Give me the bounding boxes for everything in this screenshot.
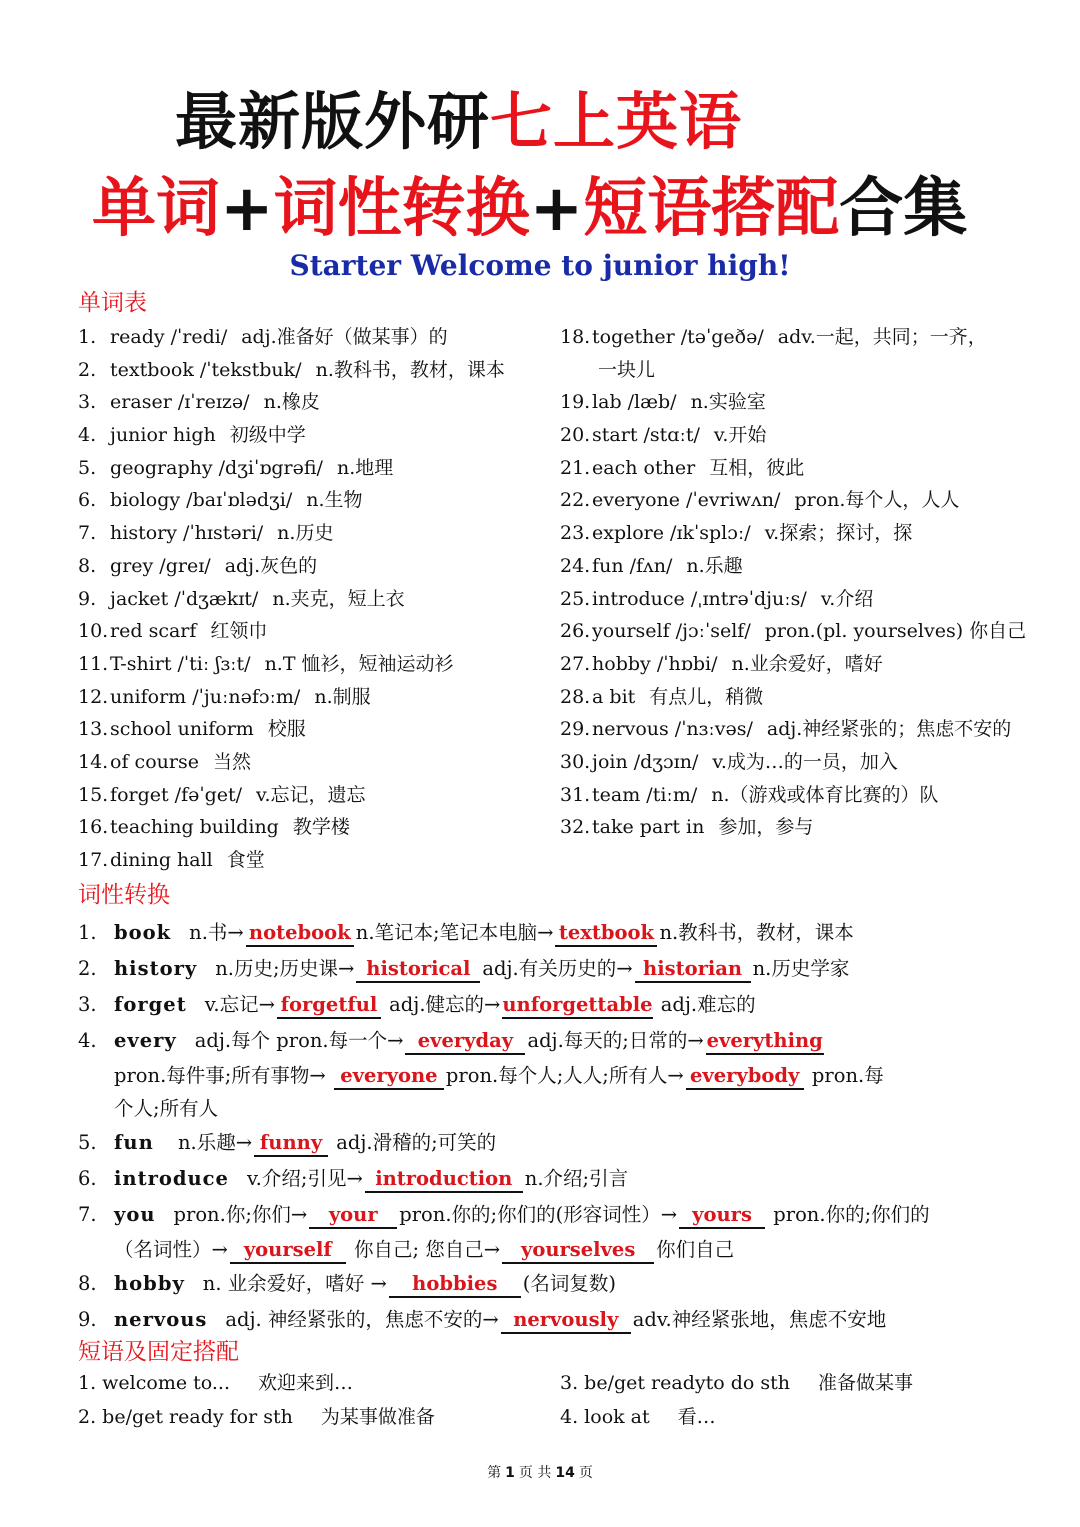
conversion-text: pron.你的;你们的(形容词性）→ [399,1203,678,1226]
vocab-meaning: n.乐趣 [686,554,743,577]
vocab-item [78,354,505,387]
conversion-number: 2. [78,957,97,980]
vocab-item [78,844,505,877]
conversion-text: adj.有关历史的→ [482,957,633,980]
vocab-word: join /dʒɔɪn/ [592,750,699,773]
vocab-number: 23. [560,522,591,545]
vocab-number: 17. [78,849,109,871]
vocab-number: 7. [78,522,97,545]
vocab-word: together /təˈgeðə/ [592,326,764,348]
conversion-item-continued [78,1059,1018,1092]
vocab-meaning: n.地理 [336,456,394,479]
answer-blank: everyday [405,1029,525,1055]
footer-mid: 页 共 [518,1465,552,1481]
vocab-number: 9. [78,587,97,610]
vocab-word: explore /ɪkˈsplɔː/ [592,522,751,545]
vocab-item [560,779,1026,812]
phrase-text: look at [584,1406,650,1428]
vocab-word: teaching building [110,816,279,839]
conversion-text: adj.难忘的 [654,993,756,1016]
vocab-item [560,681,1026,714]
vocab-item [560,713,1026,746]
vocab-meaning: n.生物 [306,489,363,512]
conversion-item [78,1266,1018,1302]
answer-blank: notebook [246,921,354,947]
conversion-number: 1. [78,921,97,944]
vocab-number: 20. [560,424,591,447]
vocab-word: school uniform [110,718,254,741]
vocab-meaning: 校服 [267,718,306,741]
conversion-text: v.忘记→ [204,993,275,1016]
vocab-number: 31. [560,783,591,806]
phrase-number: 4. [560,1406,585,1428]
conversion-keyword: fun [114,1131,154,1154]
vocab-word: each other [592,456,696,479]
conversion-number: 6. [78,1167,97,1190]
vocab-word: lab /læb/ [592,391,677,414]
phrases-list-left [78,1366,435,1434]
vocab-item [78,386,505,419]
vocab-number: 16. [78,816,109,839]
conversion-number: 7. [78,1203,97,1226]
vocab-meaning: v.探索；探讨，探 [764,522,913,545]
vocab-word: junior high [110,424,216,447]
vocab-number: 8. [78,554,97,577]
vocab-number: 10. [78,620,109,643]
vocab-heading: 单词表 [78,290,147,316]
conversion-item [78,1161,1018,1197]
vocab-item [78,452,505,485]
vocab-word: textbook /ˈtekstbuk/ [110,358,302,381]
vocab-item [560,386,1026,419]
vocab-meaning: 食堂 [226,849,265,871]
answer-blank: hobbies [389,1272,521,1298]
conversion-text: adj.健忘的→ [382,993,501,1016]
vocab-item [78,583,505,616]
conversion-item [78,1197,1018,1233]
answer-blank: historical [356,957,480,983]
vocab-meaning: adj.神经紧张的；焦虑不安的 [766,718,1012,741]
conversion-text: n.书→ [189,921,244,944]
conversion-keyword: nervous [114,1308,208,1331]
conversion-item [78,987,1018,1023]
title-line-2 [92,168,967,250]
answer-blank: unforgettable [502,993,652,1019]
vocab-number: 11. [78,652,109,675]
answer-blank: yourselves [502,1238,654,1264]
conversion-number: 5. [78,1131,97,1154]
vocab-item [560,746,1026,779]
vocab-meaning: v.成为…的一员，加入 [712,750,898,773]
title-segment: + [529,172,584,246]
conversion-item [78,1023,1018,1059]
answer-blank: everyone [334,1064,444,1090]
vocab-meaning: n.业余爱好，嗜好 [731,652,883,675]
page-footer [0,1462,1080,1482]
answer-blank: textbook [555,921,657,947]
answer-blank: introduction [365,1167,523,1193]
vocab-meaning: n.实验室 [690,391,766,414]
phrase-item [78,1366,435,1400]
conversion-keyword: history [114,957,198,980]
conversion-text: pron.你;你们→ [173,1203,308,1226]
conversion-text: pron.每 [805,1064,884,1087]
vocab-item [78,419,505,452]
phrase-meaning: 欢迎来到… [258,1372,354,1394]
footer-page-number: 1 [505,1465,515,1481]
vocab-number: 5. [78,456,97,479]
vocab-number: 25. [560,587,591,610]
conversion-heading: 词性转换 [78,882,170,908]
vocab-word: history /ˈhɪstəri/ [110,522,264,545]
conversion-keyword: every [114,1029,177,1052]
conversion-item-continued [78,1233,1018,1266]
vocab-item [78,321,505,354]
title-segment: 词性转换 [273,172,530,246]
vocab-word: everyone /ˈevriwʌn/ [592,489,781,512]
conversion-text: n.乐趣→ [171,1131,253,1154]
vocab-word: grey /greɪ/ [110,554,211,577]
vocab-item [560,419,1026,452]
conversion-item [78,1125,1018,1161]
title-red-part: 七上英语 [490,85,743,158]
vocab-item [78,550,505,583]
vocab-number: 22. [560,489,591,512]
vocab-item [560,517,1026,550]
vocab-word: yourself /jɔːˈself/ [592,620,751,643]
conversion-text: n.历史学家 [752,957,850,980]
vocab-number: 30. [560,750,591,773]
vocab-number: 3. [78,391,97,414]
conversion-text: pron.每个人;人人;所有人→ [445,1064,684,1087]
vocab-word: ready /ˈredi/ [110,326,228,348]
title-segment: 合集 [839,172,968,246]
title-black-part: 最新版外研 [175,85,491,158]
vocab-item [78,681,505,714]
vocab-number: 21. [560,456,591,479]
vocab-item [78,648,505,681]
vocab-word: forget /fəˈget/ [110,783,243,806]
vocab-item [560,583,1026,616]
vocab-word: start /stɑːt/ [592,424,700,447]
vocab-item [560,615,1026,648]
conversion-keyword: book [114,921,172,944]
vocab-item [78,713,505,746]
conversion-text: （名词性）→ [114,1238,228,1261]
answer-blank: yours [679,1203,765,1229]
vocab-meaning: v.开始 [713,424,767,447]
vocab-number: 14. [78,750,109,773]
conversion-text: n.笔记本;笔记本电脑→ [355,921,554,944]
vocab-meaning: adj.灰色的 [224,554,318,577]
conversion-number: 3. [78,993,97,1016]
conversion-text: 你们自己 [656,1238,735,1261]
vocab-word: T-shirt /ˈtiː ʃɜːt/ [110,652,251,675]
vocab-number: 15. [78,783,109,806]
phrase-text: be/get ready for sth [102,1406,293,1428]
answer-blank: everything [706,1029,824,1055]
conversion-text: pron.每件事;所有事物→ [114,1064,332,1087]
conversion-keyword: you [114,1203,156,1226]
conversion-keyword: hobby [114,1272,185,1295]
conversion-number: 4. [78,1029,97,1052]
phrase-text: welcome to... [102,1372,230,1394]
vocab-meaning: 当然 [212,750,251,773]
phrase-number: 2. [78,1406,103,1428]
conversion-text: adj. 神经紧张的，焦虑不安的→ [225,1308,499,1331]
vocab-number: 1. [78,326,97,348]
vocab-word: uniform /ˈjuːnəfɔːm/ [110,685,301,708]
phrase-text: be/get readyto do sth [584,1372,790,1394]
conversion-text: n. 业余爱好，嗜好 → [202,1272,387,1295]
conversion-text: n.介绍;引言 [524,1167,629,1190]
conversion-number: 9. [78,1308,97,1331]
vocab-word: of course [110,750,199,773]
conversion-text: adv.神经紧张地，焦虑不安地 [632,1308,887,1331]
vocab-meaning: 教学楼 [292,816,350,839]
vocab-meaning: n.T 恤衫，短袖运动衫 [264,652,454,675]
vocab-item [560,354,1026,387]
conversion-text: v.介绍;引见→ [246,1167,363,1190]
answer-blank: everybody [686,1064,804,1090]
vocab-meaning: n.夹克，短上衣 [272,587,405,610]
vocab-word: jacket /ˈdʒækɪt/ [110,587,259,610]
vocab-meaning: n.橡皮 [263,391,320,414]
phrase-number: 3. [560,1372,585,1394]
vocab-number: 29. [560,718,591,741]
vocab-meaning: 互相，彼此 [709,456,805,479]
vocab-item [78,779,505,812]
vocab-number: 13. [78,718,109,741]
conversion-text: 你自己; 您自己→ [347,1238,501,1261]
vocab-number: 18. [560,326,591,348]
vocab-meaning: 有点儿，稍微 [649,685,764,708]
vocab-word: team /tiːm/ [592,783,698,806]
vocab-word: fun /fʌn/ [592,554,673,577]
vocab-number: 32. [560,816,591,839]
vocab-word: geography /dʒiˈɒgrəfi/ [110,456,323,479]
vocab-word: eraser /ɪˈreɪzə/ [110,391,250,414]
title-segment: + [220,172,274,246]
vocab-number: 6. [78,489,97,512]
vocab-number: 27. [560,652,591,675]
footer-post: 页 [578,1465,593,1481]
vocab-item [560,811,1026,844]
conversion-item-continued [78,1092,1018,1125]
vocab-number: 19. [560,391,591,414]
vocab-word: dining hall [110,849,213,871]
phrase-item [560,1366,913,1400]
vocab-meaning: 初级中学 [229,424,306,447]
vocab-item [560,321,1026,354]
conversion-text: adj.每天的;日常的→ [527,1029,704,1052]
vocab-number: 2. [78,358,97,381]
vocab-meaning: pron.(pl. yourselves) 你自己 [764,620,1027,643]
phrases-list-right [560,1366,913,1434]
vocab-item [560,484,1026,517]
vocab-word: red scarf [110,620,197,643]
vocab-meaning: pron.每个人，人人 [794,489,960,512]
conversion-text: n.历史;历史课→ [215,957,355,980]
answer-blank: yourself [230,1238,346,1264]
vocab-meaning: n.教科书，教材，课本 [315,358,505,381]
vocab-list-right [560,321,1026,844]
title-segment: 单词 [92,172,220,246]
vocab-meaning: adv.一起，共同；一齐， [777,326,987,348]
vocab-number: 4. [78,424,97,447]
vocab-word: take part in [592,816,705,839]
vocab-item [560,648,1026,681]
vocab-meaning: v.介绍 [820,587,874,610]
vocab-list-left [78,321,505,877]
vocab-number: 12. [78,685,109,708]
vocab-item [78,746,505,779]
answer-blank: historian [635,957,751,983]
vocab-item [78,811,505,844]
answer-blank: funny [254,1131,328,1157]
conversion-text: adj.每个 pron.每一个→ [194,1029,404,1052]
vocab-word: biology /baɪˈɒlədʒi/ [110,489,293,512]
vocab-meaning: n.（游戏或体育比赛的）队 [711,783,939,806]
vocab-meaning: n.制服 [314,685,371,708]
conversion-keyword: forget [114,993,187,1016]
vocab-word: a bit [592,685,636,708]
vocab-item [78,517,505,550]
footer-total-pages: 14 [555,1465,575,1481]
unit-subtitle: Starter Welcome to junior high! [289,249,791,282]
conversion-text: 个人;所有人 [114,1097,219,1120]
conversion-text: n.教科书，教材，课本 [659,921,854,944]
footer-pre: 第 [487,1465,502,1481]
conversion-number: 8. [78,1272,97,1295]
vocab-meaning: 参加，参与 [718,816,814,839]
phrase-item [560,1400,913,1434]
conversion-text: adj.滑稽的;可笑的 [330,1131,497,1154]
phrase-number: 1. [78,1372,103,1394]
answer-blank: nervously [501,1308,631,1334]
phrases-heading: 短语及固定搭配 [78,1339,239,1365]
conversion-keyword: introduce [114,1167,229,1190]
vocab-item [78,615,505,648]
vocab-meaning: 一块儿 [598,358,656,381]
phrase-meaning: 为某事做准备 [320,1406,435,1428]
conversion-item [78,1302,1018,1338]
vocab-meaning: v.忘记，遗忘 [256,783,366,806]
vocab-word: hobby /ˈhɒbi/ [592,652,718,675]
vocab-meaning: n.历史 [277,522,334,545]
vocab-meaning: 红领巾 [210,620,268,643]
conversion-item [78,951,1018,987]
title-line-1 [175,82,742,162]
vocab-item [560,452,1026,485]
vocab-number: 26. [560,620,591,643]
vocab-word: nervous /ˈnɜːvəs/ [592,718,753,741]
title-segment: 短语搭配 [583,172,840,246]
phrase-meaning: 看… [677,1406,716,1428]
conversion-item [78,915,1018,951]
conversion-text: pron.你的;你们的 [767,1203,930,1226]
vocab-number: 28. [560,685,591,708]
vocab-word: introduce /ˌɪntrəˈdjuːs/ [592,587,807,610]
answer-blank: your [309,1203,397,1229]
conversion-text: (名词复数) [522,1272,617,1295]
vocab-meaning: adj.准备好（做某事）的 [241,326,448,348]
answer-blank: forgetful [277,993,381,1019]
vocab-number: 24. [560,554,591,577]
vocab-item [560,550,1026,583]
phrase-meaning: 准备做某事 [818,1372,914,1394]
conversion-list [78,915,1018,1338]
phrase-item [78,1400,435,1434]
vocab-item [78,484,505,517]
